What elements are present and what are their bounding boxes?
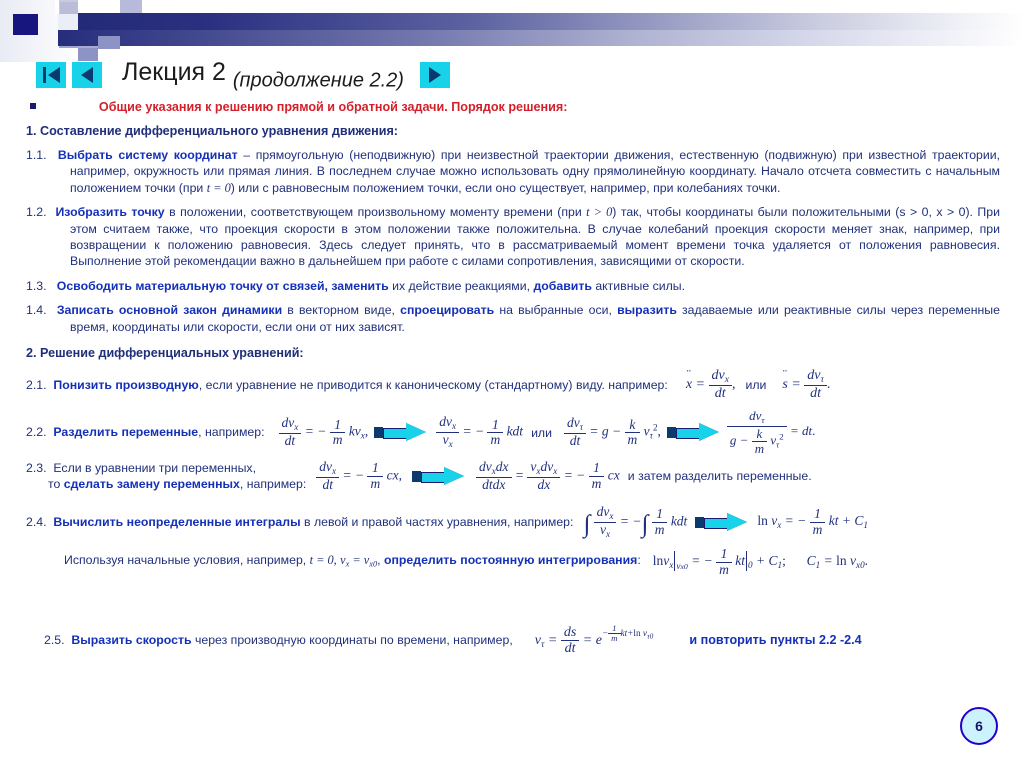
formula-2-1-b: s ¨ = $\frac{dv_\tau}{dt}$ . bbox=[782, 368, 830, 401]
formula-2-1-a: x ¨ = $\frac{dv_x}{dt}$ , bbox=[686, 368, 736, 401]
formula-2-2-a: $\frac{dv_x}{dt}$ = − $\frac{1}{m}$ $kv_x$, bbox=[279, 416, 369, 448]
paragraph-2-5 bbox=[0, 578, 1024, 656]
nav-prev-button[interactable] bbox=[72, 62, 102, 88]
formula-2-3-a: $\frac{dv_x}{dt}$ = − $\frac{1}{m}$ cx, bbox=[316, 460, 402, 492]
deco-square-1 bbox=[13, 14, 38, 35]
page-number-text: 6 bbox=[975, 718, 983, 734]
paragraph-1-2 bbox=[0, 196, 1024, 270]
initial-conditions-bold: определить постоянную интегрирования bbox=[383, 552, 638, 567]
formula-2-2-or: или bbox=[531, 425, 552, 440]
paragraph-1-2-bold: Изобразить точку bbox=[55, 205, 165, 220]
paragraph-1-2-text-a: в положении, соответствующем произвольному моменту времени (при bbox=[164, 205, 587, 220]
formula-2-2-d: $dv_\tau$ g − $\frac{k}{m}$ $v_\tau^2$ = dt. bbox=[727, 409, 815, 455]
paragraph-1-2-text-b: ) так, чтобы координаты были положительными (s > 0, x > 0). При этом считаем также, что проекция скорости в этом положении также положительна. В случае колебаний проекция скорости меняет знак, например, при возвращении к положению равновесия. Здесь следует принять, что в рассматриваемый момент времени точка удаляется от положения равновесия. Выполнение этой рекомендации важно в дальнейшем при работе с силами сопротивления, зависящими от скорости. bbox=[70, 205, 1000, 269]
paragraph-1-3-bold-3: добавить bbox=[533, 278, 592, 293]
page-title bbox=[122, 58, 404, 92]
deco-square-11 bbox=[120, 0, 142, 14]
deco-square-13 bbox=[98, 36, 120, 49]
arrow-icon-1 bbox=[374, 424, 428, 441]
paragraph-1-2-number: 1.2. bbox=[26, 205, 47, 220]
paragraph-1-1-number: 1.1. bbox=[26, 148, 47, 162]
next-triangle-icon bbox=[429, 67, 441, 83]
deco-square-7 bbox=[60, 2, 78, 14]
red-heading-text: Общие указания к решению прямой и обратной задачи. Порядок решения: bbox=[98, 100, 568, 114]
page-number-badge bbox=[960, 707, 998, 745]
paragraph-1-4-tail: задаваемые или реактивные силы через переменные время, координаты или скорости, если они от них зависят. bbox=[70, 303, 1000, 334]
paragraph-2-1-bold: Понизить производную bbox=[53, 377, 199, 392]
paragraph-1-4-bold-2: спроецировать bbox=[400, 303, 495, 318]
paragraph-2-3-bold: сделать замену переменных bbox=[63, 477, 240, 492]
paragraph-2-5-tail: и повторить пункты 2.2 -2.4 bbox=[689, 632, 862, 647]
paragraph-2-1-number: 2.1. bbox=[26, 377, 47, 392]
paragraph-1-3 bbox=[0, 270, 1024, 294]
section-1-title: 1. Составление дифференциального уравнения движения: bbox=[26, 124, 399, 138]
formula-2-4-b: $\ln v_x$ = − $\frac{1}{m}$ kt + $C_1$ bbox=[757, 506, 868, 537]
section-2-title: 2. Решение дифференциальных уравнений: bbox=[26, 346, 304, 361]
paragraph-2-3-tail: и затем разделить переменные. bbox=[627, 469, 812, 484]
nav-next-button[interactable] bbox=[420, 62, 450, 88]
paragraph-1-3-bold-1: Освободить материальную точку от связей, bbox=[56, 278, 328, 293]
arrow-icon-3 bbox=[412, 468, 466, 485]
nav-first-button[interactable] bbox=[36, 62, 66, 88]
initial-conditions-text: Используя начальные условия, например, t = 0, $v_x = v_{x0}$, определить постоянную интегрирования: bbox=[64, 552, 641, 569]
arrow-icon-2 bbox=[667, 424, 721, 441]
header-decoration bbox=[0, 0, 1024, 62]
paragraph-2-4-bold: Вычислить неопределенные интегралы bbox=[53, 514, 301, 529]
paragraph-1-1-text-b: ) или с равновесным положением точки, если оно существует, например, при колебаниях точки. bbox=[230, 180, 781, 195]
skip-back-bar-icon bbox=[43, 67, 46, 83]
paragraph-2-1 bbox=[0, 362, 1024, 401]
paragraph-2-3-line-1: Если в уравнении три переменных, bbox=[53, 460, 256, 475]
paragraph-2-3-text: 2.3. Если в уравнении три переменных, то сделать замену переменных, например: bbox=[26, 460, 307, 492]
paragraph-2-5-text: 2.5. Выразить скорость через производную координаты по времени, например, bbox=[44, 632, 513, 647]
paragraph-2-2-text: 2.2. Разделить переменные, например: bbox=[26, 425, 265, 440]
paragraph-2-2-bold: Разделить переменные bbox=[53, 425, 199, 440]
paragraph-1-1 bbox=[0, 140, 1024, 196]
bullet-square-icon bbox=[30, 103, 36, 109]
paragraph-2-4-initial-conditions bbox=[0, 539, 1024, 577]
arrow-icon-4 bbox=[695, 514, 749, 531]
paragraph-1-4-mid-2: на выбранные оси, bbox=[494, 303, 618, 318]
paragraph-2-2 bbox=[0, 401, 1024, 455]
slide-title-bar bbox=[0, 54, 1024, 96]
skip-back-icon bbox=[48, 67, 60, 83]
paragraph-2-4 bbox=[0, 493, 1024, 540]
paragraph-1-3-tail: активные силы. bbox=[591, 278, 686, 293]
deco-square-6 bbox=[78, 0, 98, 14]
header-gradient-bar-lower bbox=[58, 30, 1024, 46]
formula-2-4-a: ∫ $\frac{dv_x}{v_x}$ = −∫ $\frac{1}{m}$ kdt bbox=[583, 503, 688, 539]
paragraph-1-2-math: t > 0 bbox=[586, 205, 613, 220]
formula-2-5: $v_\tau$ = $\frac{ds}{dt}$ = e− $\frac{1}{m}$ kt+ln $v_{\tau 0}$ bbox=[534, 622, 654, 656]
prev-triangle-icon bbox=[81, 67, 93, 83]
page-title-main: Лекция 2 bbox=[122, 57, 226, 86]
formula-2-4-c: lnv$_x$ $_{vx0}$ = − $\frac{1}{m}$ kt $_0 + C_1$; $C_1 = \ln v_{x0}$. bbox=[652, 546, 869, 578]
formula-2-1-or: или bbox=[745, 377, 767, 392]
slide-content bbox=[0, 98, 1024, 656]
paragraph-2-4-text: 2.4. Вычислить неопределенные интегралы в левой и правой частях уравнения, например: bbox=[26, 514, 574, 529]
red-heading-row bbox=[0, 98, 1024, 116]
paragraph-2-4-number: 2.4. bbox=[26, 514, 47, 529]
paragraph-2-3-number: 2.3. bbox=[26, 460, 47, 475]
paragraph-1-3-mid: их действие реакциями, bbox=[388, 278, 534, 293]
paragraph-2-1-text: 2.1. Понизить производную, если уравнение не приводится к каноническому (стандартному) виду. например: bbox=[26, 377, 668, 392]
paragraph-1-4-bold-1: Записать основной закон динамики bbox=[56, 303, 283, 318]
paragraph-1-1-bold: Выбрать систему координат bbox=[57, 148, 238, 162]
paragraph-2-5-number: 2.5. bbox=[44, 632, 65, 647]
paragraph-1-4 bbox=[0, 294, 1024, 335]
paragraph-1-3-bold-2: заменить bbox=[331, 278, 389, 293]
paragraph-1-1-math: t = 0 bbox=[206, 180, 231, 195]
paragraph-1-3-number: 1.3. bbox=[26, 278, 47, 293]
page-title-sub: (продолжение 2.2) bbox=[232, 69, 404, 92]
paragraph-1-4-number: 1.4. bbox=[26, 303, 47, 318]
paragraph-1-1-text-a: – прямоугольную (неподвижную) при неизвестной траектории движения, естественную (подвижную) при известной траектории, например, окружность или прямая линия. В последнем случае можно использовать одну прямолинейную координату. Начало отсчета совместить с начальным положением точки (при bbox=[70, 148, 1001, 195]
initial-v: $v_x = v_{x0}$ bbox=[340, 552, 378, 569]
formula-2-2-b: $\frac{dv_x}{v_x}$ = − $\frac{1}{m}$ kdt bbox=[436, 415, 523, 450]
formula-2-3-b: $\frac{dv_xdx}{\text{dtdx}}$ = $\frac{v_xdv_x}{dx}$ = − $\frac{1}{m}$ cx bbox=[476, 460, 620, 492]
paragraph-2-2-number: 2.2. bbox=[26, 425, 47, 440]
paragraph-1-4-bold-3: выразить bbox=[617, 303, 677, 318]
paragraph-2-5-bold: Выразить скорость bbox=[71, 632, 192, 647]
paragraph-2-3 bbox=[0, 456, 1024, 493]
paragraph-1-4-mid-1: в векторном виде, bbox=[282, 303, 401, 318]
formula-2-2-c: $\frac{dv_\tau}{dt}$ = g − $\frac{k}{m}$ $v_\tau^2$, bbox=[564, 416, 661, 448]
